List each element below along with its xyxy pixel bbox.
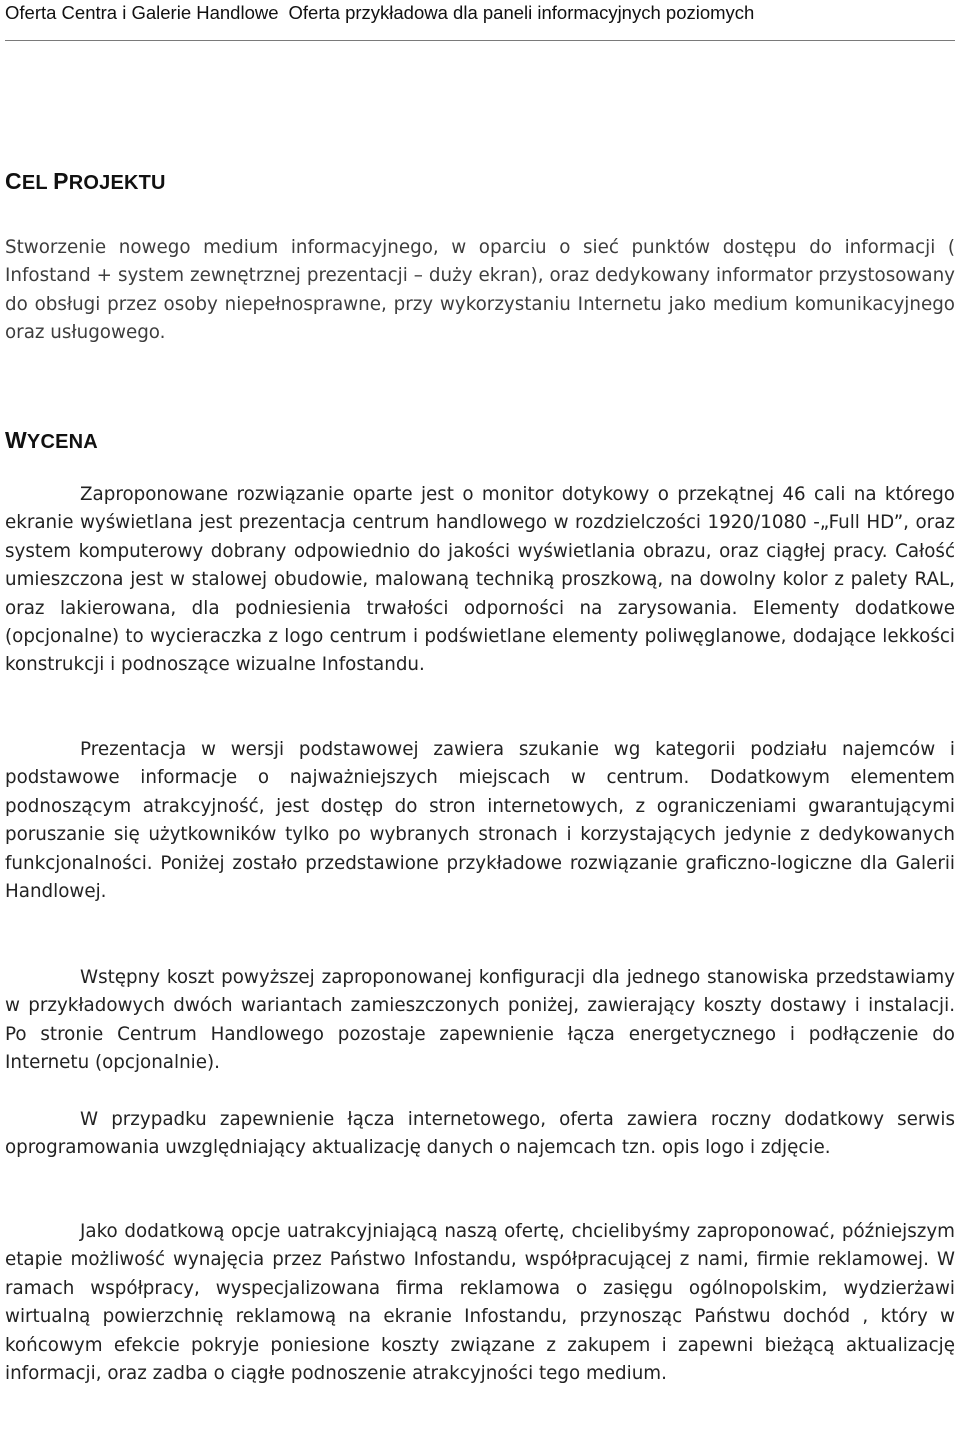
header-left-title: Oferta Centra i Galerie Handlowe bbox=[5, 2, 279, 23]
pricing-paragraph-5: Jako dodatkową opcje uatrakcyjniającą naszą ofertę, chcielibyśmy zaproponować, późniejszym etapie możliwość wynajęcia przez Państwo Infostandu, współpracującej z nami, firmie reklamowej. W ramach współpracy, wyspecjalizowana firma reklamowa o zasięgu ogólnopolskim, wydzierżawi wirtualną powierzchnię reklamową na ekranie Infostandu, przynosząc Państwu dochód , który w końcowym efekcie pokryje poniesione koszty związane z zakupem i zapewni bieżącą aktualizację informacji, oraz zadba o ciągłe podnoszenie atrakcyjności tego medium. bbox=[5, 1221, 955, 1385]
pricing-paragraph-3: Wstępny koszt powyższej zaproponowanej konfiguracji dla jednego stanowiska przedstawiamy w przykładowych dwóch wariantach zamieszczonych poniżej, zawierający koszty dostawy i instalacji. Po stronie Centrum Handlowego pozostaje zapewnienie łącza energetycznego i podłączenie do Internetu (opcjonalnie). bbox=[5, 967, 955, 1074]
heading-initial: C bbox=[5, 168, 22, 194]
pricing-paragraph-4: W przypadku zapewnienie łącza internetowego, oferta zawiera roczny dodatkowy serwis oprogramowania uwzględniający aktualizację danych o najemcach tzn. opis logo i zdjęcie. bbox=[5, 1109, 955, 1159]
section-heading-wycena bbox=[5, 427, 98, 454]
pricing-paragraph-1: Zaproponowane rozwiązanie oparte jest o monitor dotykowy o przekątnej 46 cali na którego ekranie wyświetlana jest prezentacja centrum handlowego w rozdzielczości 1920/1080 -„Full HD”, oraz system komputerowy dobrany odpowiednio do jakości wyświetlania obrazu, oraz ciągłej pracy. Całość umieszczona jest w stalowej obudowie, malowaną techniką proszkową, na dowolny kolor z palety RAL, oraz lakierowana, dla podniesienia trwałości odporności na zarysowania. Elementy dodatkowe (opcjonalne) to wycieraczka z logo centrum i podświetlane elementy poliwęglanowe, dodające lekkości konstrukcji i podnoszące wizualne Infostandu. bbox=[5, 484, 955, 676]
heading-rest: EL bbox=[21, 172, 54, 194]
project-goal-paragraph: Stworzenie nowego medium informacyjnego, w oparciu o sieć punktów dostępu do informacji ( Infostand + system zewnętrznej prezentacji – duży ekran), oraz dedykowany informator przystosowany do obsługi przez osoby niepełnosprawne, przy wykorzystaniu Internetu jako medium komunikacyjnego oraz usługowego. bbox=[5, 237, 955, 344]
section-heading-cel-projektu bbox=[5, 168, 166, 195]
heading-rest: YCENA bbox=[26, 431, 98, 453]
header-right-title: Oferta przykładowa dla paneli informacyjnych poziomych bbox=[288, 2, 755, 23]
pricing-paragraph-2: Prezentacja w wersji podstawowej zawiera szukanie wg kategorii podziału najemców i podstawowe informacje o najważniejszych miejscach w centrum. Dodatkowym elementem podnoszącym atrakcyjność, jest dostęp do stron internetowych, z ograniczeniami gwarantującymi poruszanie się użytkowników tylko po wybranych stronach i korzystających jedynie z dedykowanych funkcjonalności. Poniżej zostało przedstawione przykładowe rozwiązanie graficzno-logiczne dla Galerii Handlowej. bbox=[5, 739, 955, 903]
heading-rest: ROJEKTU bbox=[68, 172, 166, 194]
heading-initial: P bbox=[53, 168, 69, 194]
page-header bbox=[5, 0, 955, 41]
heading-initial: W bbox=[5, 427, 27, 453]
